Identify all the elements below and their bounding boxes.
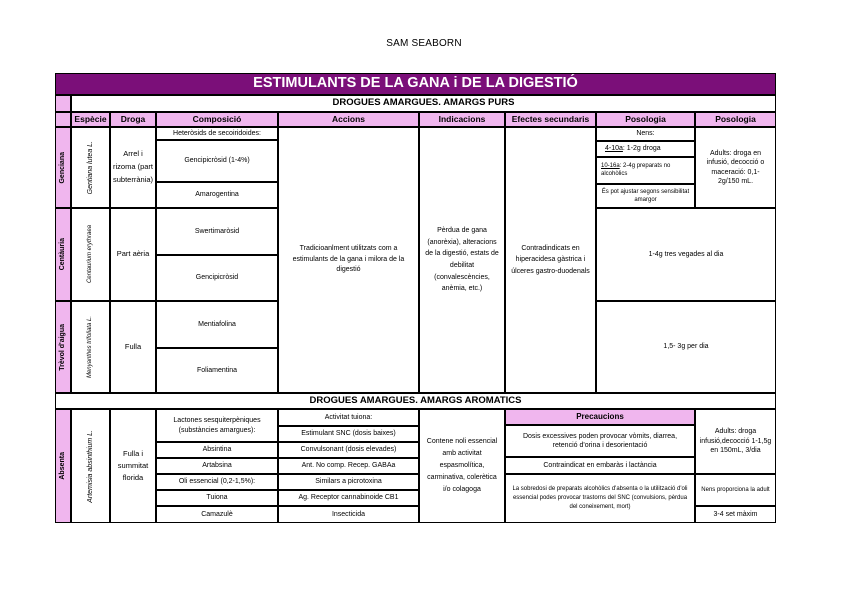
comp-trevol-2: Foliamentina bbox=[156, 348, 278, 393]
pos-genciana-nens-3: És pot ajustar segons sensibilitat amargor bbox=[596, 184, 695, 208]
droga-trevol: Fulla bbox=[110, 301, 156, 393]
comp-centauria-2: Gencipicròsid bbox=[156, 255, 278, 301]
author: SAM SEABORN bbox=[386, 38, 462, 49]
droga-genciana: Arrel i rizoma (part subterrània) bbox=[110, 127, 156, 208]
precaucions-title: Precaucions bbox=[505, 409, 695, 425]
comp-absenta-1: Lactones sesquiterpèniques (substàncies amargues): bbox=[156, 409, 278, 442]
precaucions-1: Dosis excessives poden provocar vòmits, diarrea, retenció d'orina i desorientació bbox=[505, 425, 695, 457]
accions-shared: Tradicioanlment utilitzats com a estimulants de la gana i milora de la digestió bbox=[278, 127, 419, 393]
acc-absenta-7: Insecticida bbox=[278, 506, 419, 523]
header-droga: Droga bbox=[110, 112, 156, 127]
section-title-amargs-purs: DROGUES AMARGUES. AMARGS PURS bbox=[71, 95, 776, 112]
precaucions-2: Contraindicat en embaràs i lactància bbox=[505, 457, 695, 474]
acc-absenta-6: Ag. Receptor cannabinoide CB1 bbox=[278, 490, 419, 506]
header-indicacions: Indicacions bbox=[419, 112, 505, 127]
section-title-amargs-aromatics: DROGUES AMARGUES. AMARGS AROMATICS bbox=[55, 393, 776, 409]
row-label-genciana: Genciana bbox=[55, 127, 71, 208]
header-especie: Espècie bbox=[71, 112, 110, 127]
comp-trevol-1: Mentiafolina bbox=[156, 301, 278, 348]
species-genciana: Gentiana lutea L. bbox=[71, 127, 110, 208]
comp-genciana-2: Gencipicròsid (1-4%) bbox=[156, 140, 278, 182]
comp-centauria-1: Swertimaròsid bbox=[156, 208, 278, 255]
header-efectes: Efectes secundaris bbox=[505, 112, 596, 127]
comp-genciana-1: Heteròsids de secoiridoides: bbox=[156, 127, 278, 140]
pos-absenta-adults: Adults: droga infusió,decocció 1-1,5g en 150mL, 3/dia bbox=[695, 409, 776, 474]
acc-absenta-5: Similars a picrotoxina bbox=[278, 474, 419, 490]
droga-centauria: Part aèria bbox=[110, 208, 156, 301]
row-label-trevol: Trèvol d'aigua bbox=[55, 301, 71, 393]
acc-absenta-4: Ant. No comp. Recep. GABAa bbox=[278, 458, 419, 474]
row-label-absenta: Absenta bbox=[55, 409, 71, 523]
header-composicio: Composició bbox=[156, 112, 278, 127]
indicacions-shared: Pèrdua de gana (anorèxia), alteracions de la digestió, estats de debilitat (convalescències, anèmia, etc.) bbox=[419, 127, 505, 393]
pos-genciana-nens-title: Nens: bbox=[596, 127, 695, 141]
species-trevol: Menyanthes trifoliata L. bbox=[71, 301, 110, 393]
blank-corner bbox=[55, 95, 71, 112]
table-title: ESTIMULANTS DE LA GANA i DE LA DIGESTIÓ bbox=[55, 73, 776, 95]
comp-absenta-4: Oli essencial (0,2-1,5%): bbox=[156, 474, 278, 490]
pos-genciana-nens-1: 4-10a : 1-2g droga bbox=[596, 141, 695, 157]
blank-corner-2 bbox=[55, 112, 71, 127]
pos-absenta-max: 3-4 set màxim bbox=[695, 506, 776, 523]
header-posologia-1: Posologia bbox=[596, 112, 695, 127]
acc-absenta-3: Convulsonant (dosis elevades) bbox=[278, 442, 419, 458]
acc-absenta-2: Estimulant SNC (dosis baixes) bbox=[278, 426, 419, 442]
row-label-centauria: Centàuria bbox=[55, 208, 71, 301]
comp-absenta-5: Tuiona bbox=[156, 490, 278, 506]
header-posologia-2: Posologia bbox=[695, 112, 776, 127]
comp-absenta-3: Artabsina bbox=[156, 458, 278, 474]
acc-absenta-1: Activitat tuiona: bbox=[278, 409, 419, 426]
pos-absenta-nens: Nens proporciona la adult bbox=[695, 474, 776, 506]
droga-absenta: Fulla i summitat florida bbox=[110, 409, 156, 523]
pos-centauria: 1-4g tres vegades al dia bbox=[596, 208, 776, 301]
precaucions-3: La sobredosi de preparats alcohòlics d'absenta o la utilització d'oli essencial podes provocar trastorns del SNC (convulsions, pèrdua del coneixement, mort) bbox=[505, 474, 695, 523]
pos-genciana-adults: Adults: droga en infusió, decocció o maceració: 0,1-2g/150 mL. bbox=[695, 127, 776, 208]
pos-genciana-nens-2: 10-16a: 2-4g preparats no alcohòlics bbox=[596, 157, 695, 184]
pos-trevol: 1,5- 3g per dia bbox=[596, 301, 776, 393]
species-centauria: Centaurium erythraea bbox=[71, 208, 110, 301]
comp-genciana-3: Amarogentina bbox=[156, 182, 278, 208]
comp-absenta-6: Camazulè bbox=[156, 506, 278, 523]
indicacions-absenta: Contene noli essencial amb activitat espasmolítica, carminativa, colerètica i/o colagoga bbox=[419, 409, 505, 523]
comp-absenta-2: Absintina bbox=[156, 442, 278, 458]
header-accions: Accions bbox=[278, 112, 419, 127]
species-absenta: Artemisia absinthium L. bbox=[71, 409, 110, 523]
efectes-shared: Contradindicats en hiperacidesa gàstrica i úlceres gastro-duodenals bbox=[505, 127, 596, 393]
